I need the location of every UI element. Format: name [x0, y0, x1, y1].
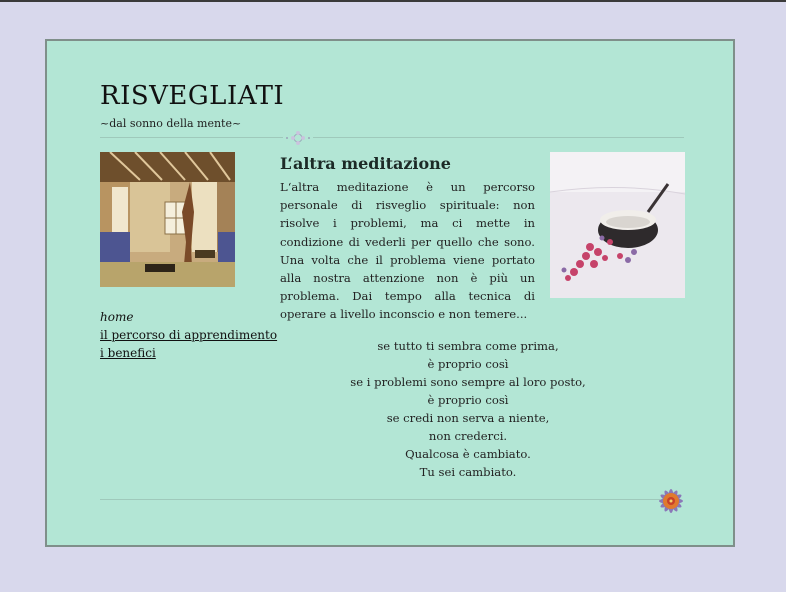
poem-line: Qualcosa è cambiato. [405, 447, 531, 461]
nav-link-benefici[interactable]: i benefici [100, 346, 156, 360]
window-top-border [0, 0, 786, 2]
article-heading: L‘altra meditazione [280, 154, 451, 173]
article-body: L‘altra meditazione è un percorso personale di risveglio spirituale: non risolve i problemi, ma ci mette in condizione di vederli per quello che sono. Una volta che il problema viene portato alla nostra attenzione non è più un problema. Dai tempo alla tecnica di operare a livello inconscio e non temere... [280, 180, 535, 322]
side-navigation [100, 308, 277, 362]
ornament-icon [283, 130, 313, 146]
poem-line: è proprio così [427, 357, 509, 371]
site-subtitle: ~dal sonno della mente~ [100, 117, 242, 130]
tea-room-photo [100, 152, 235, 287]
site-title: RISVEGLIATI [100, 81, 285, 111]
poem-line: è proprio così [427, 393, 509, 407]
header-divider [100, 137, 684, 138]
nav-home[interactable]: home [100, 310, 134, 324]
page-panel [45, 39, 735, 547]
bowl-flowers-photo [550, 152, 685, 298]
poem-line: Tu sei cambiato. [419, 465, 517, 479]
poem-line: se i problemi sono sempre al loro posto, [350, 375, 586, 389]
poem-line: se tutto ti sembra come prima, [377, 339, 559, 353]
poem-line: se credi non serva a niente, [386, 411, 550, 425]
nav-link-percorso[interactable]: il percorso di apprendimento [100, 328, 278, 342]
footer-divider [100, 499, 660, 500]
mandala-flower-icon [657, 487, 685, 515]
poem-line: non crederci. [428, 429, 508, 443]
poem [330, 337, 606, 481]
